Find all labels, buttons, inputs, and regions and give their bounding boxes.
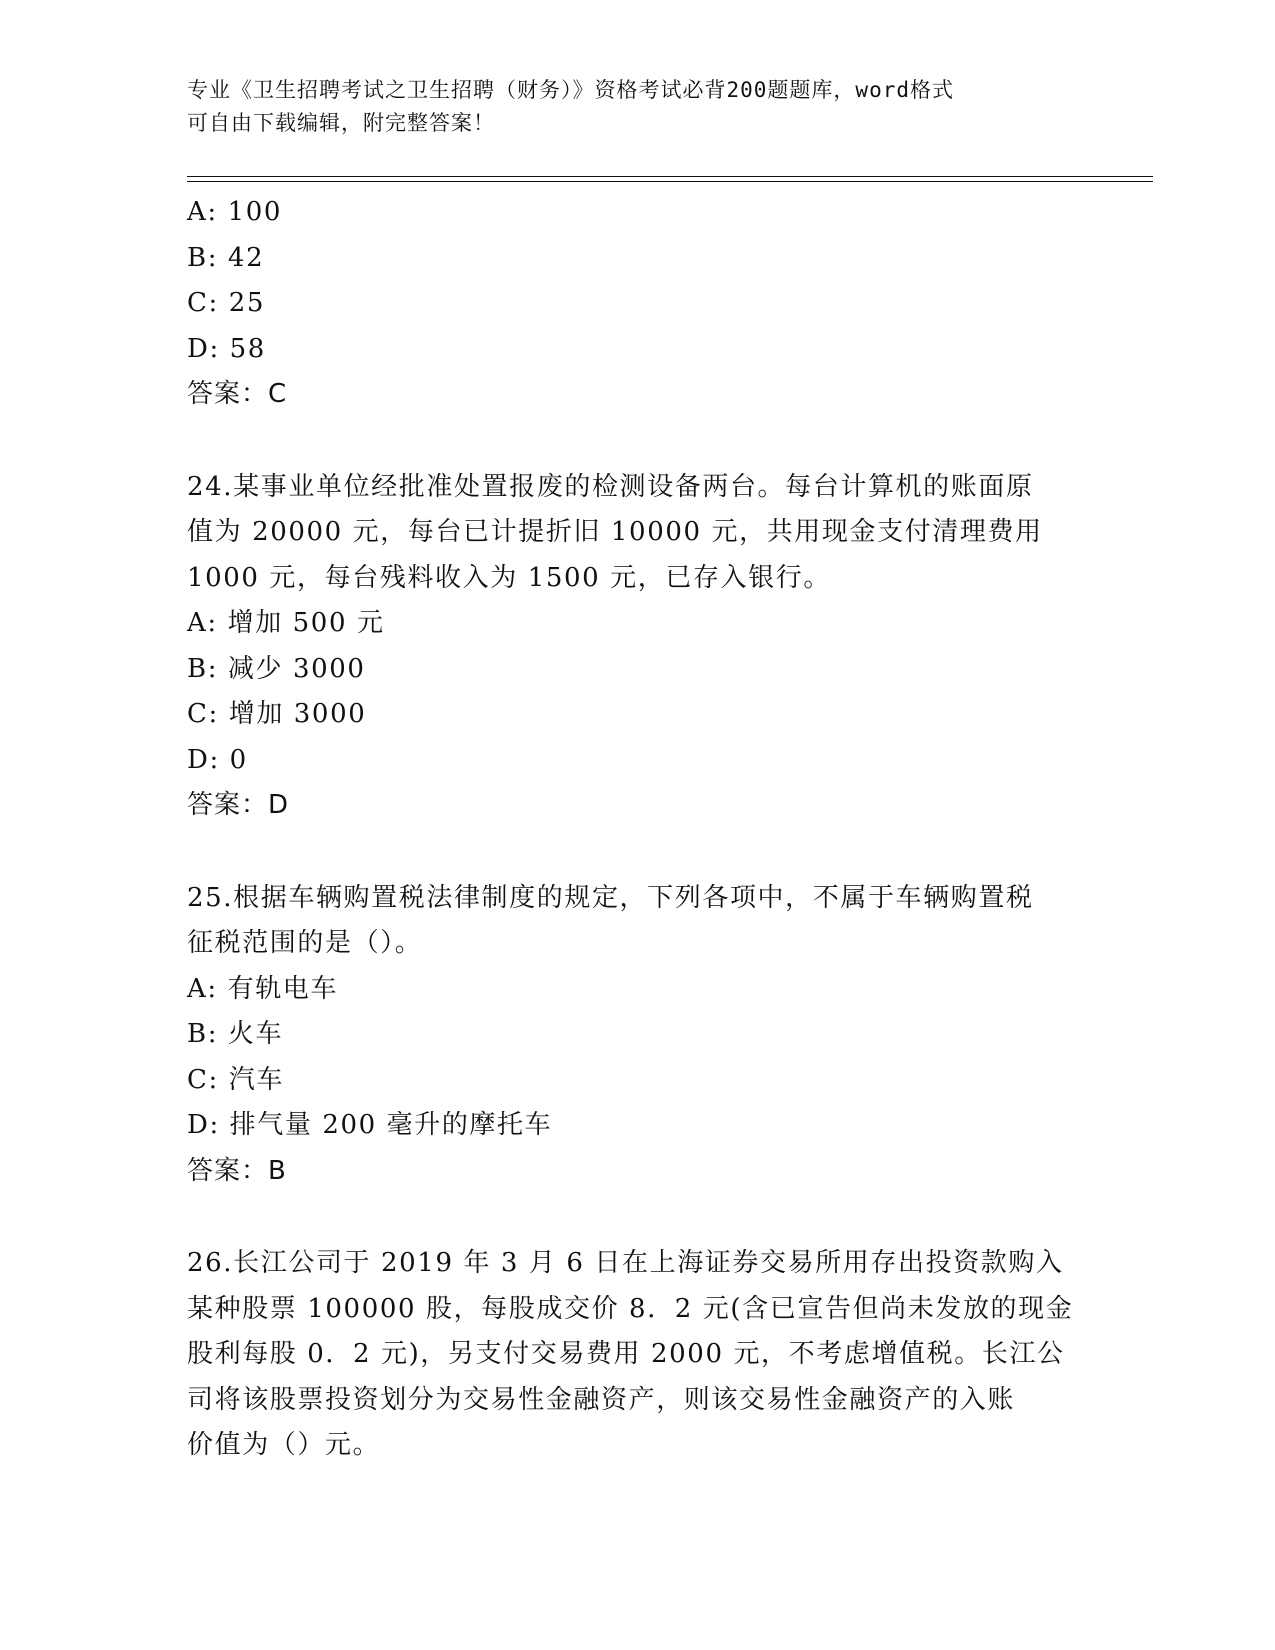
question-stem-line: 25.根据车辆购置税法律制度的规定，下列各项中，不属于车辆购置税 xyxy=(187,882,1034,913)
option-c: C: 汽车 xyxy=(187,1064,284,1095)
question-stem-line: 值为 20000 元，每台已计提折旧 10000 元，共用现金支付清理费用 xyxy=(187,517,1043,547)
option-d: D: 排气量 200 毫升的摩托车 xyxy=(187,1110,553,1140)
question-stem-line: 司将该股票投资划分为交易性金融资产，则该交易性金融资产的入账 xyxy=(187,1384,1016,1415)
answer-line: 答案：D xyxy=(187,790,290,820)
question-stem-line: 价值为（）元。 xyxy=(187,1430,381,1460)
question-23 xyxy=(187,190,1087,418)
option-c: C: 25 xyxy=(187,288,266,318)
document-header xyxy=(187,74,1067,140)
question-list xyxy=(187,190,1087,1469)
header-line-1: 专业《卫生招聘考试之卫生招聘（财务）》资格考试必背200题题库，word格式 xyxy=(187,78,954,102)
option-d: D: 0 xyxy=(187,744,248,775)
question-24 xyxy=(187,465,1087,829)
option-b: B: 42 xyxy=(187,242,265,273)
option-b: B: 火车 xyxy=(187,1019,284,1049)
option-c: C: 增加 3000 xyxy=(187,699,367,729)
answer-line: 答案：C xyxy=(187,379,288,409)
option-b: B: 减少 3000 xyxy=(187,653,366,684)
option-a: A: 100 xyxy=(187,197,283,227)
question-stem-line: 某种股票 100000 股，每股成交价 8．2 元(含已宣告但尚未发放的现金 xyxy=(187,1293,1074,1324)
option-d: D: 58 xyxy=(187,333,266,364)
question-stem-line: 股利每股 0．2 元)，另支付交易费用 2000 元，不考虑增值税。长江公 xyxy=(187,1339,1065,1369)
question-stem-line: 征税范围的是（）。 xyxy=(187,928,423,958)
question-25 xyxy=(187,876,1087,1195)
header-divider-top xyxy=(187,176,1153,177)
header-line-2: 可自由下载编辑，附完整答案！ xyxy=(187,111,495,135)
answer-line: 答案：B xyxy=(187,1155,287,1186)
option-a: A: 有轨电车 xyxy=(187,973,339,1004)
question-stem-line: 24.某事业单位经批准处置报废的检测设备两台。每台计算机的账面原 xyxy=(187,471,1034,502)
question-stem-line: 26.长江公司于 2019 年 3 月 6 日在上海证券交易所用存出投资款购入 xyxy=(187,1248,1064,1278)
spacer xyxy=(187,418,1087,465)
option-a: A: 增加 500 元 xyxy=(187,608,385,638)
spacer xyxy=(187,829,1087,876)
question-26 xyxy=(187,1241,1087,1469)
header-divider-bottom xyxy=(187,181,1153,182)
spacer xyxy=(187,1194,1087,1241)
question-stem-line: 1000 元，每台残料收入为 1500 元，已存入银行。 xyxy=(187,562,831,593)
